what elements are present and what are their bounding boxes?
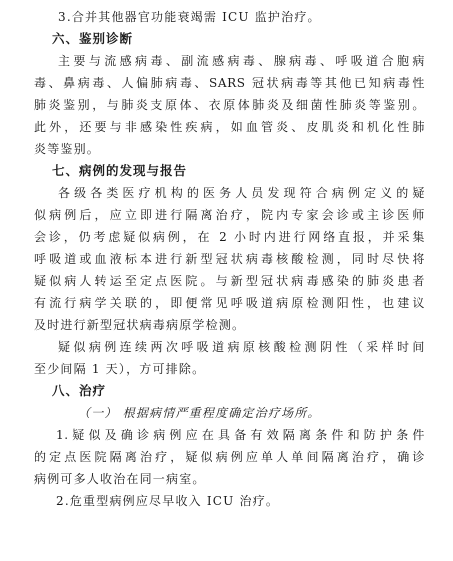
- body-line: 至少间隔 1 天），方可排除。: [34, 362, 206, 376]
- section-heading-6: 六、鉴别诊断: [52, 31, 134, 46]
- body-line: 疑似病例连续两次呼吸道病原核酸检测阴性（采样时间: [58, 340, 425, 354]
- body-line: 各级各类医疗机构的医务人员发现符合病例定义的疑: [58, 186, 425, 200]
- body-line: 疑似病人转运至定点医院。与新型冠状病毒感染的肺炎患者: [34, 274, 425, 288]
- body-line: 2.危重型病例应尽早收入 ICU 治疗。: [56, 494, 280, 508]
- body-line: 3.合并其他器官功能衰竭需 ICU 监护治疗。: [58, 10, 321, 24]
- body-line: 及时进行新型冠状病毒病原学检测。: [34, 318, 246, 332]
- body-line: 肺炎鉴别，与肺炎支原体、衣原体肺炎及细菌性肺炎等鉴别。: [34, 98, 425, 112]
- body-line: 主要与流感病毒、副流感病毒、腺病毒、呼吸道合胞病: [58, 54, 425, 68]
- body-line: 毒、鼻病毒、人偏肺病毒、SARS 冠状病毒等其他已知病毒性: [34, 76, 425, 90]
- body-line: 病例可多人收治在同一病室。: [34, 472, 206, 486]
- body-line: 似病例后，应立即进行隔离治疗，院内专家会诊或主诊医师: [34, 208, 425, 222]
- body-line: 呼吸道或血液标本进行新型冠状病毒核酸检测，同时尽快将: [34, 252, 425, 266]
- body-line: 1.疑似及确诊病例应在具备有效隔离条件和防护条件: [56, 428, 425, 442]
- subsection-heading-1: （一） 根据病情严重程度确定治疗场所。: [78, 406, 321, 420]
- body-line: 会诊，仍考虑疑似病例，在 2 小时内进行网络直报，并采集: [34, 230, 425, 244]
- body-line: 的定点医院隔离治疗，疑似病例应单人单间隔离治疗，确诊: [34, 450, 425, 464]
- section-heading-8: 八、治疗: [52, 383, 107, 398]
- section-heading-7: 七、病例的发现与报告: [52, 163, 188, 178]
- body-line: 有流行病学关联的，即便常见呼吸道病原检测阳性，也建议: [34, 296, 425, 310]
- body-line: 炎等鉴别。: [34, 142, 101, 156]
- body-line: 此外，还要与非感染性疾病，如血管炎、皮肌炎和机化性肺: [34, 120, 425, 134]
